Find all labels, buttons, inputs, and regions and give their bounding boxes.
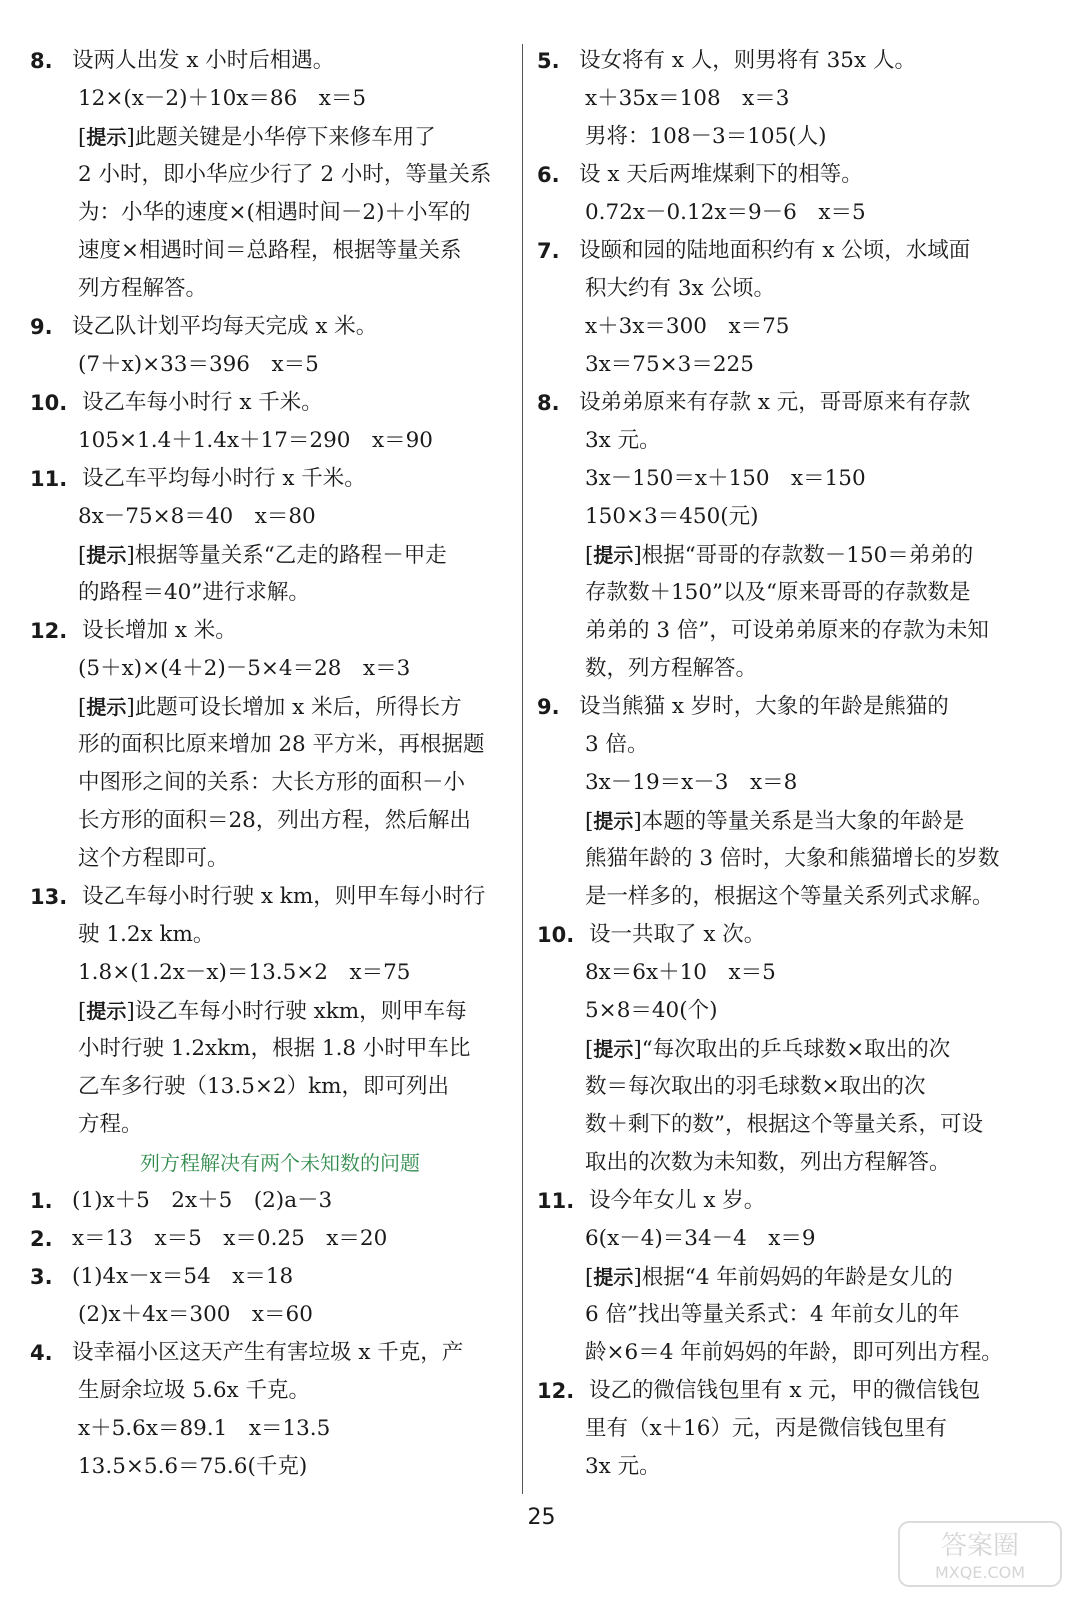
answer-line: [30, 498, 510, 536]
hint-label: 提示: [86, 125, 127, 149]
line-text: 3x 元。: [585, 1454, 661, 1479]
problem-line: [30, 308, 510, 346]
answer-line: [30, 1030, 510, 1068]
answer-line: [537, 270, 1017, 308]
problem-line: [30, 612, 510, 650]
line-text: 0.72x－0.12x＝9－6 x＝5: [585, 200, 866, 225]
answer-line: [537, 118, 1017, 156]
line-text: 的路程＝40”进行求解。: [78, 580, 310, 605]
answer-line: [30, 840, 510, 878]
line-text: 105×1.4＋1.4x＋17＝290 x＝90: [78, 428, 433, 453]
hint-text: “每次取出的乒乓球数×取出的次: [641, 1037, 951, 1062]
line-text: 8x＝6x＋10 x＝5: [585, 960, 776, 985]
answer-line: [537, 460, 1017, 498]
column-divider: [522, 44, 523, 1494]
problem-line: [537, 156, 1017, 194]
answer-line: [537, 80, 1017, 118]
problem-number: 1.: [30, 1189, 53, 1213]
problem-number: 9.: [537, 695, 560, 719]
hint-text: 此题可设长增加 x 米后，所得长方: [134, 695, 462, 720]
problem-number: 7.: [537, 239, 560, 263]
line-text: 数＝每次取出的羽毛球数×取出的次: [585, 1074, 926, 1099]
answer-line: [30, 80, 510, 118]
line-text: 设 x 天后两堆煤剩下的相等。: [579, 162, 863, 187]
answer-line: [30, 1106, 510, 1144]
line-text: 数，列方程解答。: [585, 656, 758, 681]
line-text: 设乙的微信钱包里有 x 元，甲的微信钱包: [589, 1378, 981, 1403]
hint-label: 提示: [593, 543, 634, 567]
line-text: 设当熊猫 x 岁时，大象的年龄是熊猫的: [579, 694, 949, 719]
line-text: 1.8×(1.2x－x)＝13.5×2 x＝75: [78, 960, 411, 985]
hint-line: [提示]此题可设长增加 x 米后，所得长方: [78, 695, 462, 720]
hint-line: [提示]设乙车每小时行驶 xkm，则甲车每: [78, 999, 467, 1024]
answer-line: [30, 536, 510, 574]
line-text: 驶 1.2x km。: [78, 922, 215, 947]
line-text: x＋35x＝108 x＝3: [585, 86, 790, 111]
page-number: 25: [527, 1505, 556, 1530]
answer-line: [30, 118, 510, 156]
answer-line: [30, 270, 510, 308]
line-text: 3x＝75×3＝225: [585, 352, 754, 377]
line-text: 方程。: [78, 1112, 143, 1137]
line-text: (1)x＋5 2x＋5 (2)a－3: [72, 1188, 333, 1213]
hint-text: 设乙车每小时行驶 xkm，则甲车每: [134, 999, 467, 1024]
line-text: 设幸福小区这天产生有害垃圾 x 千克，产: [72, 1340, 464, 1365]
answer-line: [537, 1220, 1017, 1258]
answer-line: [30, 1296, 510, 1334]
line-text: 乙车多行驶（13.5×2）km，即可列出: [78, 1074, 449, 1099]
answer-line: [30, 1410, 510, 1448]
line-text: 3x－150＝x＋150 x＝150: [585, 466, 866, 491]
line-text: 5×8＝40(个): [585, 998, 718, 1023]
hint-text: 根据等量关系“乙走的路程－甲走: [134, 543, 447, 568]
answer-line: [537, 422, 1017, 460]
line-text: 6 倍”找出等量关系式：4 年前女儿的年: [585, 1302, 960, 1327]
problem-number: 10.: [30, 391, 68, 415]
problem-line: [537, 688, 1017, 726]
answer-line: [30, 156, 510, 194]
answer-line: [537, 194, 1017, 232]
answer-line: [537, 1296, 1017, 1334]
line-text: 取出的次数为未知数，列出方程解答。: [585, 1150, 951, 1175]
answer-line: [537, 1030, 1017, 1068]
answer-line: [537, 1334, 1017, 1372]
problem-line: [537, 916, 1017, 954]
hint-label: 提示: [86, 999, 127, 1023]
answer-line: [537, 954, 1017, 992]
line-text: 设乙车每小时行驶 x km，则甲车每小时行: [82, 884, 486, 909]
line-text: 男将：108－3＝105(人): [585, 124, 827, 149]
answer-line: [30, 764, 510, 802]
hint-line: [提示]“每次取出的乒乓球数×取出的次: [585, 1037, 951, 1062]
line-text: (2)x＋4x＝300 x＝60: [78, 1302, 313, 1327]
problem-line: [537, 1182, 1017, 1220]
watermark-title: 答案圈: [940, 1531, 1020, 1561]
line-text: 中图形之间的关系：大长方形的面积－小: [78, 770, 466, 795]
line-text: 存款数＋150”以及“原来哥哥的存款数是: [585, 580, 971, 605]
line-text: 长方形的面积＝28，列出方程，然后解出: [78, 808, 471, 833]
hint-line: [提示]本题的等量关系是当大象的年龄是: [585, 809, 965, 834]
answer-line: [537, 1258, 1017, 1296]
problem-number: 6.: [537, 163, 560, 187]
problem-number: 13.: [30, 885, 68, 909]
answer-line: [30, 726, 510, 764]
problem-number: 11.: [30, 467, 68, 491]
problem-line: [30, 42, 510, 80]
line-text: 8x－75×8＝40 x＝80: [78, 504, 316, 529]
hint-label: 提示: [593, 1265, 634, 1289]
answer-line: [30, 232, 510, 270]
line-text: x＝13 x＝5 x＝0.25 x＝20: [72, 1226, 388, 1251]
problem-line: [30, 384, 510, 422]
line-text: 设今年女儿 x 岁。: [589, 1188, 766, 1213]
answer-line: [30, 1372, 510, 1410]
hint-text: 根据“哥哥的存款数－150＝弟弟的: [641, 543, 974, 568]
line-text: 150×3＝450(元): [585, 504, 759, 529]
hint-label: 提示: [86, 695, 127, 719]
problem-number: 5.: [537, 49, 560, 73]
problem-line: [537, 42, 1017, 80]
answer-line: [30, 954, 510, 992]
hint-line: [提示]此题关键是小华停下来修车用了: [78, 125, 436, 150]
problem-line: [30, 1334, 510, 1372]
line-text: 设乙队计划平均每天完成 x 米。: [72, 314, 378, 339]
answer-line: [537, 1144, 1017, 1182]
hint-label: 提示: [593, 1037, 634, 1061]
line-text: 3 倍。: [585, 732, 649, 757]
line-text: 13.5×5.6＝75.6(千克): [78, 1454, 308, 1479]
answer-line: [537, 308, 1017, 346]
section-heading: 列方程解决有两个未知数的问题: [140, 1151, 420, 1175]
answer-line: [30, 1448, 510, 1486]
problem-number: 3.: [30, 1265, 53, 1289]
problem-number: 8.: [30, 49, 53, 73]
line-text: 设颐和园的陆地面积约有 x 公顷，水域面: [579, 238, 971, 263]
line-text: (7＋x)×33＝396 x＝5: [78, 352, 319, 377]
line-text: (5＋x)×(4＋2)－5×4＝28 x＝3: [78, 656, 411, 681]
problem-number: 2.: [30, 1227, 53, 1251]
line-text: 设两人出发 x 小时后相遇。: [72, 48, 335, 73]
line-text: 12×(x－2)＋10x＝86 x＝5: [78, 86, 367, 111]
problem-line: [30, 460, 510, 498]
line-text: (1)4x－x＝54 x＝18: [72, 1264, 294, 1289]
line-text: 为：小华的速度×(相遇时间－2)＋小军的: [78, 200, 471, 225]
problem-line: [30, 1220, 510, 1258]
line-text: 设乙车平均每小时行 x 千米。: [82, 466, 366, 491]
answer-line: [537, 1410, 1017, 1448]
hint-line: [提示]根据等量关系“乙走的路程－甲走: [78, 543, 447, 568]
line-text: 是一样多的，根据这个等量关系列式求解。: [585, 884, 994, 909]
problem-number: 12.: [537, 1379, 575, 1403]
problem-line: [30, 878, 510, 916]
answer-line: [30, 688, 510, 726]
hint-text: 根据“4 年前妈妈的年龄是女儿的: [641, 1265, 953, 1290]
line-text: 设女将有 x 人，则男将有 35x 人。: [579, 48, 916, 73]
answer-line: [537, 574, 1017, 612]
hint-text: 本题的等量关系是当大象的年龄是: [641, 809, 965, 834]
answer-line: [537, 764, 1017, 802]
problem-number: 11.: [537, 1189, 575, 1213]
answer-line: [30, 1068, 510, 1106]
answer-line: [537, 1448, 1017, 1486]
answer-line: [537, 346, 1017, 384]
line-text: 设弟弟原来有存款 x 元，哥哥原来有存款: [579, 390, 971, 415]
answer-line: [30, 346, 510, 384]
answer-line: [30, 802, 510, 840]
problem-line: [30, 1258, 510, 1296]
answer-line: [537, 992, 1017, 1030]
problem-number: 9.: [30, 315, 53, 339]
answer-line: [30, 422, 510, 460]
line-text: 6(x－4)＝34－4 x＝9: [585, 1226, 816, 1251]
answer-line: [537, 650, 1017, 688]
line-text: 小时行驶 1.2xkm，根据 1.8 小时甲车比: [78, 1036, 471, 1061]
answer-line: [537, 802, 1017, 840]
line-text: x＋5.6x＝89.1 x＝13.5: [78, 1416, 331, 1441]
line-text: 3x－19＝x－3 x＝8: [585, 770, 798, 795]
line-text: 积大约有 3x 公顷。: [585, 276, 775, 301]
answer-line: [537, 878, 1017, 916]
hint-label: 提示: [86, 543, 127, 567]
line-text: 设乙车每小时行 x 千米。: [82, 390, 323, 415]
problem-number: 10.: [537, 923, 575, 947]
answer-line: [537, 1068, 1017, 1106]
line-text: 里有（x＋16）元，丙是微信钱包里有: [585, 1416, 947, 1441]
line-text: 龄×6＝4 年前妈妈的年龄，即可列出方程。: [585, 1340, 1003, 1365]
problem-number: 4.: [30, 1341, 53, 1365]
answer-line: [537, 1106, 1017, 1144]
line-text: 3x 元。: [585, 428, 661, 453]
answer-line: [537, 840, 1017, 878]
line-text: 列方程解答。: [78, 276, 208, 301]
watermark-logo: [895, 1518, 1065, 1590]
answer-line: [537, 498, 1017, 536]
problem-line: [537, 1372, 1017, 1410]
answer-line: [537, 612, 1017, 650]
line-text: 2 小时，即小华应少行了 2 小时，等量关系: [78, 162, 492, 187]
problem-number: 8.: [537, 391, 560, 415]
answer-line: [30, 574, 510, 612]
answer-line: [537, 726, 1017, 764]
line-text: 设长增加 x 米。: [82, 618, 237, 643]
problem-line: [537, 384, 1017, 422]
line-text: 这个方程即可。: [78, 846, 229, 871]
left-column: [30, 42, 510, 1486]
line-text: 数＋剩下的数”，根据这个等量关系，可设: [585, 1112, 983, 1137]
answer-line: [30, 992, 510, 1030]
line-text: 弟弟的 3 倍”，可设弟弟原来的存款为未知: [585, 618, 989, 643]
line-text: 形的面积比原来增加 28 平方米，再根据题: [78, 732, 485, 757]
answer-line: [30, 916, 510, 954]
answer-line: [537, 536, 1017, 574]
line-text: 熊猫年龄的 3 倍时，大象和熊猫增长的岁数: [585, 846, 1000, 871]
line-text: 生厨余垃圾 5.6x 千克。: [78, 1378, 310, 1403]
answer-line: [30, 650, 510, 688]
hint-label: 提示: [593, 809, 634, 833]
watermark-url: MXQE.COM: [934, 1563, 1026, 1582]
hint-line: [提示]根据“4 年前妈妈的年龄是女儿的: [585, 1265, 953, 1290]
line-text: 设一共取了 x 次。: [589, 922, 766, 947]
problem-line: [537, 232, 1017, 270]
problem-number: 12.: [30, 619, 68, 643]
hint-line: [提示]根据“哥哥的存款数－150＝弟弟的: [585, 543, 974, 568]
right-column: [537, 42, 1017, 1486]
line-text: 速度×相遇时间＝总路程，根据等量关系: [78, 238, 462, 263]
hint-text: 此题关键是小华停下来修车用了: [134, 125, 436, 150]
line-text: x＋3x＝300 x＝75: [585, 314, 790, 339]
problem-line: [30, 1182, 510, 1220]
answer-line: [30, 194, 510, 232]
